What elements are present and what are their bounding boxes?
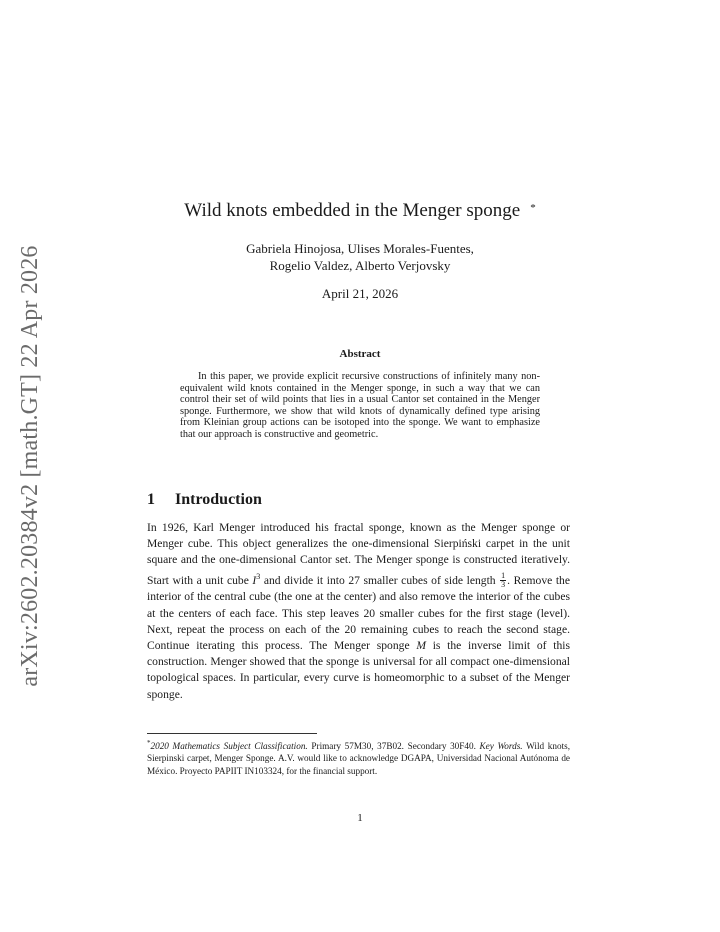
fraction-denominator: 3 [501,580,506,590]
author-line: Rogelio Valdez, Alberto Verjovsky [269,258,451,273]
abstract-paragraph: In this paper, we provide explicit recursive constructions of infinitely many non-equivalent wild knots contained in the Menger sponge, in such a way that we can control their set of wild points that lies in a usual Cantor set contained in the Menger sponge. Furthermore, we show that wild knots of dynamically defined type arising from Kleinian group actions can be isotoped into the sponge. We want to emphasize that our approach is constructive and geometric. [180,371,540,440]
section-heading [147,491,262,509]
intro-text: and divide it into 27 smaller cubes of side length [260,573,500,587]
section-title: Introduction [175,491,262,508]
keywords-label: Key Words. [479,741,523,752]
author-list [0,240,720,274]
abstract-heading: Abstract [339,348,381,360]
msc-text: Primary 57M30, 37B02. Secondary 30F40. [307,741,476,752]
cube-symbol: I [252,573,257,587]
intro-text: In 1926, Karl Menger introduced his fractal sponge, known as the Menger sponge or Menger cube. This object generalizes the one-dimensional Sierpiński carpet in the unit square and the one-dimensional Cantor set. The Menger sponge is constructed iteratively. Start with a unit cube [147,521,570,587]
msc-label: 2020 Mathematics Subject Classification. [150,741,308,752]
paper-date: April 21, 2026 [321,286,399,301]
footnote-mark: * [147,739,151,747]
keywords-text: Wild knots, Sierpinski carpet, Menger Sponge. A.V. would like to acknowledge DGAPA, Universidad Nacional Autónoma de México. Proyecto PAPIIT IN103324, for the financial support. [147,741,570,776]
fraction [500,572,506,589]
page-number: 1 [357,812,363,824]
section-number: 1 [147,491,155,508]
fraction-numerator: 1 [501,571,506,581]
cube-exponent: 3 [256,571,261,581]
sponge-symbol: M [416,638,426,652]
intro-text: . Remove the interior of the central cube (the one at the center) and also remove the interior of the cubes at the centers of each face. This step leaves 20 smaller cubes for the first stage (level). Next, repeat the process on each of the 20 remaining cubes to reach the second stage. Continue iterating this process. The Menger sponge [147,573,571,652]
intro-text: is the inverse limit of this construction. Menger showed that the sponge is universal for all compact one-dimensional topological spaces. In particular, every curve is homeomorphic to a subset of the Menger sponge. [147,638,570,701]
arxiv-identifier: arXiv:2602.20384v2 [math.GT] 22 Apr 2026 [17,245,43,687]
title-text: Wild knots embedded in the Menger sponge [184,200,521,221]
author-line: Gabriela Hinojosa, Ulises Morales-Fuentes, [246,241,474,256]
intro-paragraph [147,520,570,703]
footnote-rule [147,733,317,734]
footnote [147,737,570,777]
abstract-body [180,371,540,441]
title-footnote-mark: * [530,202,536,214]
paper-title [0,200,720,222]
